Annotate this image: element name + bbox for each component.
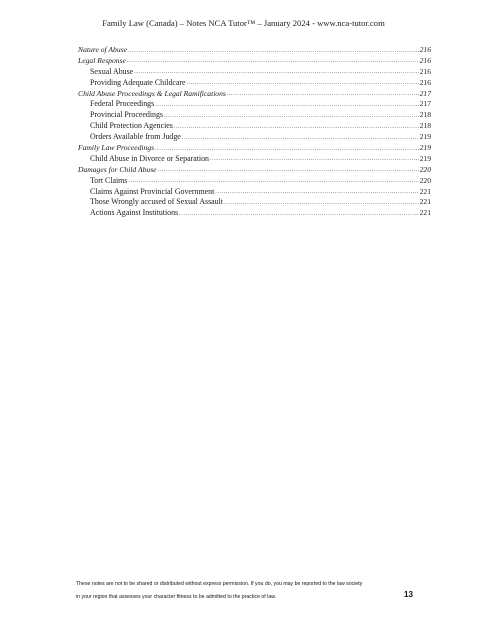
- toc-leader-dots: [182, 133, 419, 144]
- toc-entry-label: Orders Available from Judge: [90, 132, 181, 142]
- toc-entry-child-protection-agencies[interactable]: [78, 121, 431, 132]
- toc-entry-damages-for-child-abuse[interactable]: [78, 165, 431, 176]
- toc-entry-label: Nature of Abuse: [78, 45, 127, 54]
- toc-entry-page: 219: [419, 132, 431, 142]
- toc-entry-label: Child Abuse Proceedings & Legal Ramifications: [78, 88, 226, 98]
- toc-entry-page: 217: [419, 88, 431, 98]
- page-header: Family Law (Canada) – Notes NCA Tutor™ – January 2024 - www.nca-tutor.com: [102, 18, 385, 28]
- toc-entry-page: 219: [419, 153, 431, 163]
- toc-entry-label: Family Law Proceedings: [78, 143, 155, 153]
- toc-leader-dots: [128, 46, 419, 57]
- toc-leader-dots: [134, 67, 418, 78]
- toc-entry-page: 216: [419, 55, 431, 65]
- toc-entry-page: 221: [419, 208, 431, 218]
- toc-leader-dots: [210, 154, 419, 165]
- page-footer: [76, 578, 436, 604]
- toc-entry-nature-of-abuse[interactable]: [78, 45, 431, 56]
- toc-entry-label: Sexual Abuse: [90, 66, 134, 76]
- toc-entry-orders-available-from-judge[interactable]: [78, 132, 431, 143]
- footer-disclaimer-line-2: in your region that assesses your character fitness to be admitted to the practice of law.: [76, 594, 277, 600]
- toc-entry-child-abuse-divorce[interactable]: [78, 154, 431, 165]
- toc-entry-page: 220: [419, 175, 431, 185]
- toc-entry-label: Provincial Proceedings: [90, 110, 163, 120]
- toc-entry-label: Legal Response: [78, 55, 126, 65]
- toc-entry-page: 219: [419, 143, 431, 153]
- toc-entry-label: Those Wrongly accused of Sexual Assault: [90, 197, 223, 207]
- toc-entry-page: 220: [419, 164, 431, 174]
- toc-entry-page: 216: [419, 77, 431, 87]
- toc-entry-label: Federal Proceedings: [90, 99, 155, 109]
- toc-entry-child-abuse-proceedings[interactable]: [78, 89, 431, 100]
- toc-entry-page: 216: [419, 66, 431, 76]
- toc-entry-page: 218: [419, 110, 431, 120]
- toc-leader-dots: [155, 100, 418, 111]
- footer-disclaimer-line-1: These notes are not to be shared or distributed without express permission. If you do, you may be reported to the law society: [76, 581, 363, 587]
- toc-entry-federal-proceedings[interactable]: [78, 99, 431, 110]
- toc-leader-dots: [164, 111, 419, 122]
- toc-entry-page: 217: [419, 99, 431, 109]
- toc-entry-claims-against-provincial-government[interactable]: [78, 187, 431, 198]
- toc-entry-family-law-proceedings[interactable]: [78, 143, 431, 154]
- toc-entry-label: Damages for Child Abuse: [78, 164, 157, 174]
- toc-leader-dots: [227, 89, 419, 100]
- toc-entry-legal-response[interactable]: [78, 56, 431, 67]
- toc-entry-wrongly-accused[interactable]: [78, 197, 431, 208]
- toc-entry-label: Child Abuse in Divorce or Separation: [90, 153, 209, 163]
- toc-entry-provincial-proceedings[interactable]: [78, 110, 431, 121]
- toc-entry-label: Tort Claims: [90, 175, 128, 185]
- toc-entry-page: 216: [419, 45, 431, 54]
- toc-leader-dots: [215, 187, 418, 198]
- toc-leader-dots: [179, 209, 418, 220]
- toc-entry-label: Actions Against Institutions: [90, 208, 179, 218]
- toc-entry-providing-adequate-childcare[interactable]: [78, 78, 431, 89]
- toc-entry-label: Child Protection Agencies: [90, 121, 173, 131]
- toc-entry-label: Providing Adequate Childcare: [90, 77, 186, 87]
- table-of-contents: [78, 45, 431, 219]
- toc-leader-dots: [224, 198, 419, 209]
- toc-leader-dots: [155, 144, 419, 155]
- toc-leader-dots: [174, 122, 419, 133]
- toc-entry-sexual-abuse[interactable]: [78, 67, 431, 78]
- page-number: 13: [404, 590, 413, 599]
- toc-entry-label: Claims Against Provincial Government: [90, 186, 215, 196]
- toc-entry-tort-claims[interactable]: [78, 176, 431, 187]
- toc-entry-page: 218: [419, 121, 431, 131]
- toc-entry-actions-against-institutions[interactable]: [78, 208, 431, 219]
- toc-entry-page: 221: [419, 197, 431, 207]
- toc-leader-dots: [127, 56, 419, 67]
- toc-leader-dots: [158, 165, 419, 176]
- toc-leader-dots: [187, 78, 419, 89]
- toc-entry-page: 221: [419, 186, 431, 196]
- toc-leader-dots: [128, 176, 418, 187]
